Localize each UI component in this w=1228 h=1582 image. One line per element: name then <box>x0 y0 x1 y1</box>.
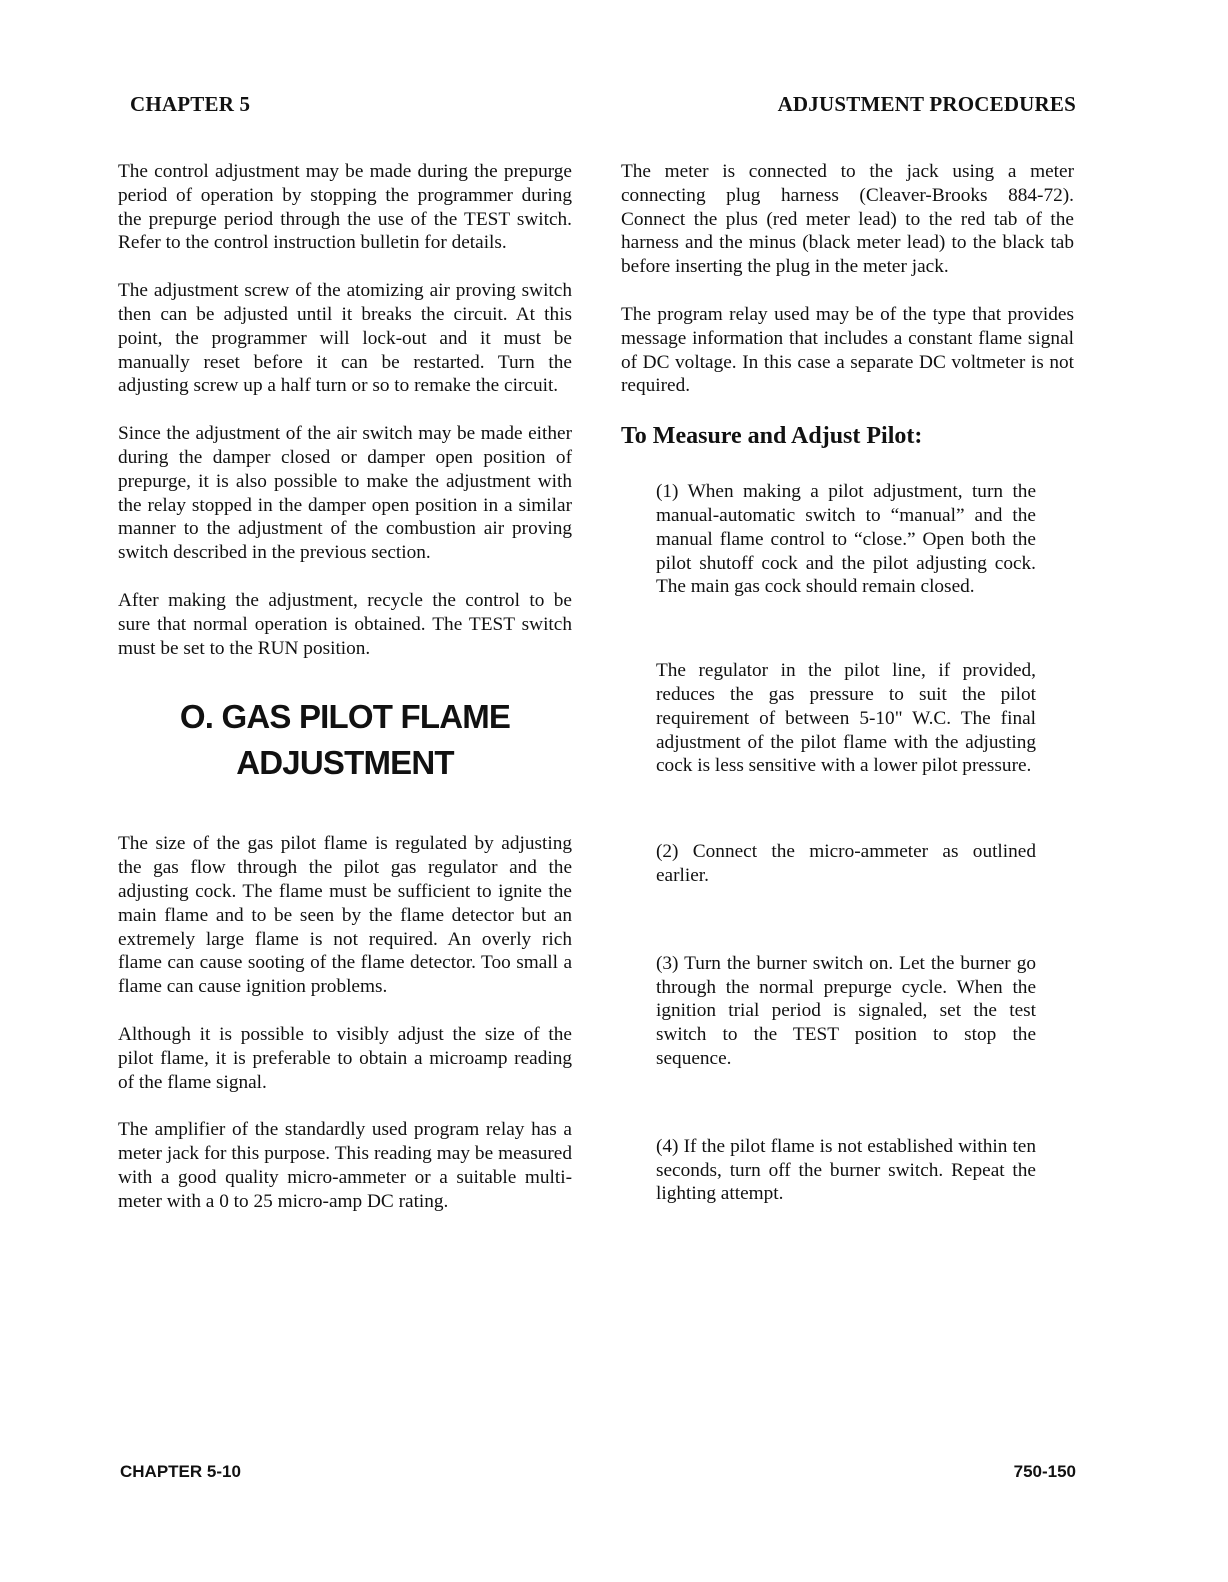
procedure-step <box>656 952 1036 1071</box>
left-column <box>118 160 572 1238</box>
step-text: (2) Connect the micro-ammeter as outlined earlier. <box>656 841 1036 886</box>
right-column <box>621 160 1074 1206</box>
section-title <box>118 694 572 786</box>
step-text: The regulator in the pilot line, if provided, reduces the gas pressure to suit the pilot requirement of between 5-10" W.C. The final adjustment of the pilot flame with the adjusting cock is less sensitive with a lower pilot pressure. <box>656 660 1036 777</box>
paragraph: The program relay used may be of the type that provides message information that includes a constant flame signal of DC voltage. In this case a separate DC voltmeter is not required. <box>621 303 1074 397</box>
chapter-header: CHAPTER 5 <box>130 92 251 116</box>
paragraph: The meter is connected to the jack using a meter connecting plug harness (Cleaver-Brooks 884-72). Connect the plus (red meter lead) to the red tab of the harness and the minus (black meter lead) to the black tab before inserting the plug in the meter jack. <box>621 161 1074 278</box>
section-title-line: ADJUSTMENT <box>236 744 454 782</box>
section-header: ADJUSTMENT PROCEDURES <box>777 92 1076 116</box>
procedure-note <box>656 659 1036 778</box>
step-text: (1) When making a pilot adjustment, turn the manual-automatic switch to “manual” and the manual flame control to “close.” Open both the pilot shutoff cock and the pilot adjusting cock. The main gas cock should remain closed. <box>656 481 1036 598</box>
paragraph: The control adjustment may be made during the prepurge period of operation by stopping the programmer during the prepurge period through the use of the TEST switch. Refer to the control instruction bulletin for details. <box>118 161 572 254</box>
paragraph: Since the adjustment of the air switch may be made either during the damper closed or damper open position of prepurge, it is also possible to make the adjustment with the relay stopped in the damper open position in a similar manner to the adjustment of the combustion air proving switch described in the previous section. <box>118 423 572 564</box>
paragraph: After making the adjustment, recycle the control to be sure that normal operation is obtained. The TEST switch must be set to the RUN position. <box>118 589 572 659</box>
step-text: (3) Turn the burner switch on. Let the burner go through the normal prepurge cycle. When the ignition trial period is signaled, set the test switch to the TEST position to stop the sequence. <box>656 952 1036 1069</box>
paragraph: The adjustment screw of the atomizing air proving switch then can be adjusted until it breaks the circuit. At this point, the programmer will lock-out and it must be manually reset before it can be restarted. Turn the adjusting screw up a half turn or so to remake the circuit. <box>118 280 572 397</box>
paragraph: The size of the gas pilot flame is regulated by adjusting the gas flow through the pilot gas regulator and the adjusting cock. The flame must be sufficient to ignite the main flame and to be seen by the flame detector but an extremely large flame is not required. An overly rich flame can cause sooting of the flame detector. Too small a flame can cause ignition problems. <box>118 833 572 998</box>
step-text: (4) If the pilot flame is not established within ten seconds, turn off the burner switch. Repeat the lighting attempt. <box>656 1135 1036 1205</box>
subheading: To Measure and Adjust Pilot: <box>621 423 923 450</box>
procedure-step <box>656 1135 1036 1206</box>
paragraph: Although it is possible to visibly adjust the size of the pilot flame, it is preferable to obtain a microamp reading of the flame signal. <box>118 1023 572 1093</box>
procedure-step <box>656 480 1036 599</box>
document-number: 750-150 <box>1013 1462 1076 1481</box>
section-title-line: O. GAS PILOT FLAME <box>179 698 511 736</box>
page-number: CHAPTER 5-10 <box>120 1462 241 1481</box>
paragraph: The amplifier of the standardly used program relay has a meter jack for this purpose. This reading may be measured with a good quality micro-ammeter or a suitable multi-meter with a 0 to 25 micro-amp DC rating. <box>118 1119 572 1212</box>
procedure-step <box>656 840 1036 888</box>
